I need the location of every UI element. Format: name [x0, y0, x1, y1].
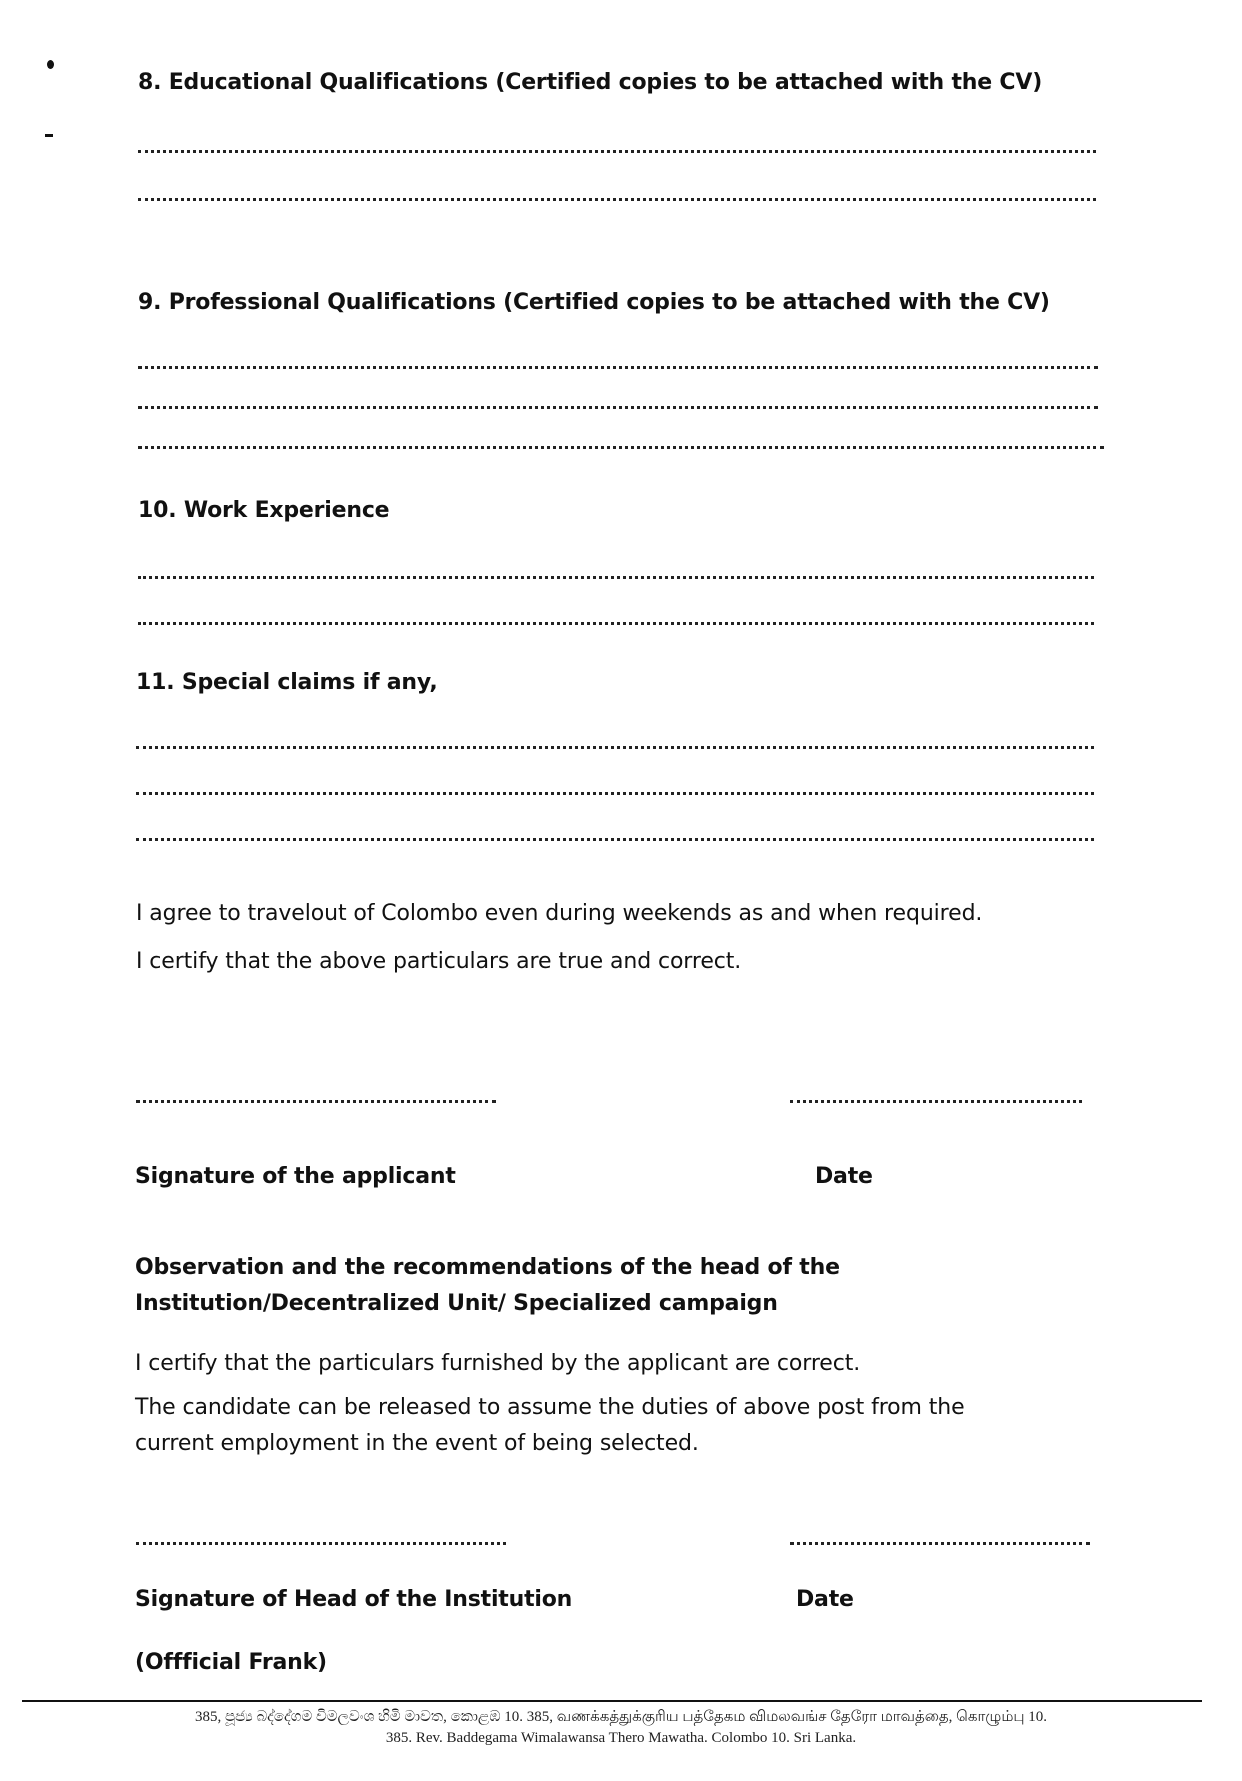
fill-line[interactable]	[138, 198, 1096, 201]
fill-line[interactable]	[138, 150, 1096, 153]
official-frank-label: (Offficial Frank)	[135, 1650, 327, 1675]
fill-line[interactable]	[136, 792, 1094, 795]
applicant-certification: I certify that the above particulars are true and correct.	[136, 949, 742, 974]
travel-declaration: I agree to travelout of Colombo even during weekends as and when required.	[136, 901, 983, 926]
applicant-date-line[interactable]	[790, 1100, 1082, 1103]
section-11-heading: 11. Special claims if any,	[136, 670, 438, 695]
fill-line[interactable]	[138, 446, 1104, 449]
observation-heading: Observation and the recommendations of the head of the Institution/Decentralized Unit/ Specialized campaign	[135, 1255, 840, 1316]
section-9-heading: 9. Professional Qualifications (Certified copies to be attached with the CV)	[138, 290, 1050, 315]
fill-line[interactable]	[138, 366, 1098, 369]
applicant-signature-line[interactable]	[136, 1100, 496, 1103]
fill-line[interactable]	[138, 406, 1098, 409]
fill-line[interactable]	[136, 746, 1094, 749]
fill-line[interactable]	[138, 622, 1094, 625]
scan-mark	[45, 134, 53, 137]
applicant-signature-label: Signature of the applicant	[135, 1164, 456, 1189]
head-certification: I certify that the particulars furnished by the applicant are correct.	[135, 1351, 861, 1376]
head-date-line[interactable]	[790, 1542, 1090, 1545]
section-10-heading: 10. Work Experience	[138, 498, 390, 523]
fill-line[interactable]	[138, 576, 1094, 579]
release-statement: The candidate can be released to assume the duties of above post from the current employment in the event of being selected.	[135, 1395, 965, 1456]
footer-address-local: 385, පූජ්‍ය බද්දේගම විමලවංශ හිමි මාවත, කොළඹ 10. 385, வணக்கத்துக்குரிய பத்தேகம விமலவங்ச தேரோ மாவத்தை, கொழும்பு 10.	[194, 1709, 1048, 1725]
fill-line[interactable]	[136, 838, 1094, 841]
scan-mark	[47, 60, 54, 69]
head-date-label: Date	[796, 1587, 854, 1612]
footer-rule	[22, 1700, 1202, 1702]
footer-address-english: 385. Rev. Baddegama Wimalawansa Thero Mawatha. Colombo 10. Sri Lanka.	[385, 1730, 857, 1746]
head-signature-line[interactable]	[136, 1542, 506, 1545]
section-8-heading: 8. Educational Qualifications (Certified copies to be attached with the CV)	[138, 70, 1043, 95]
head-signature-label: Signature of Head of the Institution	[135, 1587, 573, 1612]
applicant-date-label: Date	[815, 1164, 873, 1189]
